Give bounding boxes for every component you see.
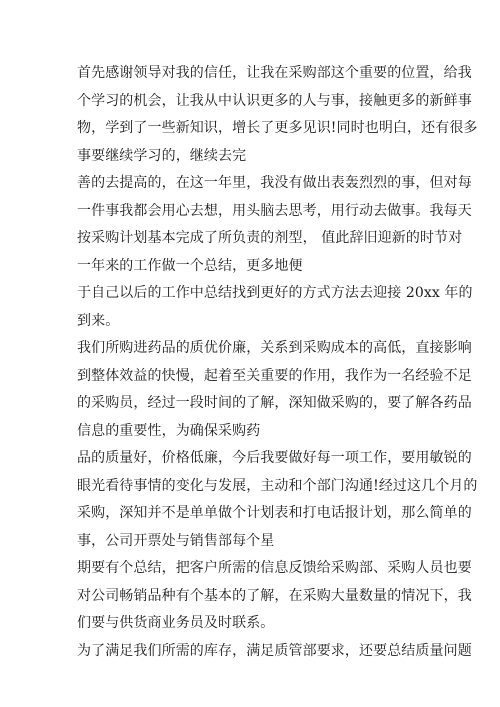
text-line: 的采购员，经过一段时间的了解，深知做采购的，要了解各药品	[77, 395, 472, 411]
text-line: 善的去提高的，在这一年里，我没有做出表轰烈烈的事，但对每	[77, 175, 472, 191]
text-line: 物，学到了一些新知识，增长了更多见识!同时也明白，还有很多	[77, 120, 478, 136]
text-line: 我们所购进药品的质优价廉，关系到采购成本的高低，直接影响	[77, 340, 472, 356]
text-line: 事，公司开票处与销售部每个星	[77, 532, 275, 549]
text-line: 采购，深知并不是单单做个计划表和打电话报计划，那么简单的	[77, 505, 472, 521]
text-line: 对公司畅销品种有个基本的了解，在采购大量数量的情况下，我	[77, 587, 472, 604]
text-line: 为了满足我们所需的库存，满足质管部要求，还要总结质量问题	[77, 642, 472, 659]
text-line: 个学习的机会，让我从中认识更多的人与事，接触更多的新鲜事	[77, 92, 472, 109]
text-line: 到来。	[77, 312, 120, 329]
text-line: 一件事我都会用心去想，用头脑去思考，用行动去做事。我每天	[77, 202, 472, 219]
text-line: 信息的重要性，为确保采购药	[77, 422, 261, 439]
text-line: 品的质量好，价格低廉，今后我要做好每一项工作，要用敏锐的	[77, 450, 472, 466]
text-line: 事要继续学习的，继续去完	[77, 147, 247, 164]
text-line: 按采购计划基本完成了所负责的剂型， 值此辞旧迎新的时节对	[77, 230, 463, 246]
text-line: 们要与供货商业务员及时联系。	[77, 615, 275, 631]
text-line: 期要有个总结，把客户所需的信息反馈给采购部、采购人员也要	[77, 560, 472, 576]
text-line: 到整体效益的快慢，起着至关重要的作用，我作为一名经验不足	[77, 367, 472, 384]
text-line: 一年来的工作做一个总结，更多地便	[77, 257, 303, 274]
text-line: 眼光看待事情的变化与发展，主动和个部门沟通!经过这几个月的	[77, 477, 478, 494]
text-line: 首先感谢领导对我的信任，让我在采购部这个重要的位置，给我	[77, 65, 472, 81]
text-line: 于自己以后的工作中总结找到更好的方式方法去迎接 20xx 年的	[77, 285, 473, 301]
body-text	[77, 60, 478, 665]
